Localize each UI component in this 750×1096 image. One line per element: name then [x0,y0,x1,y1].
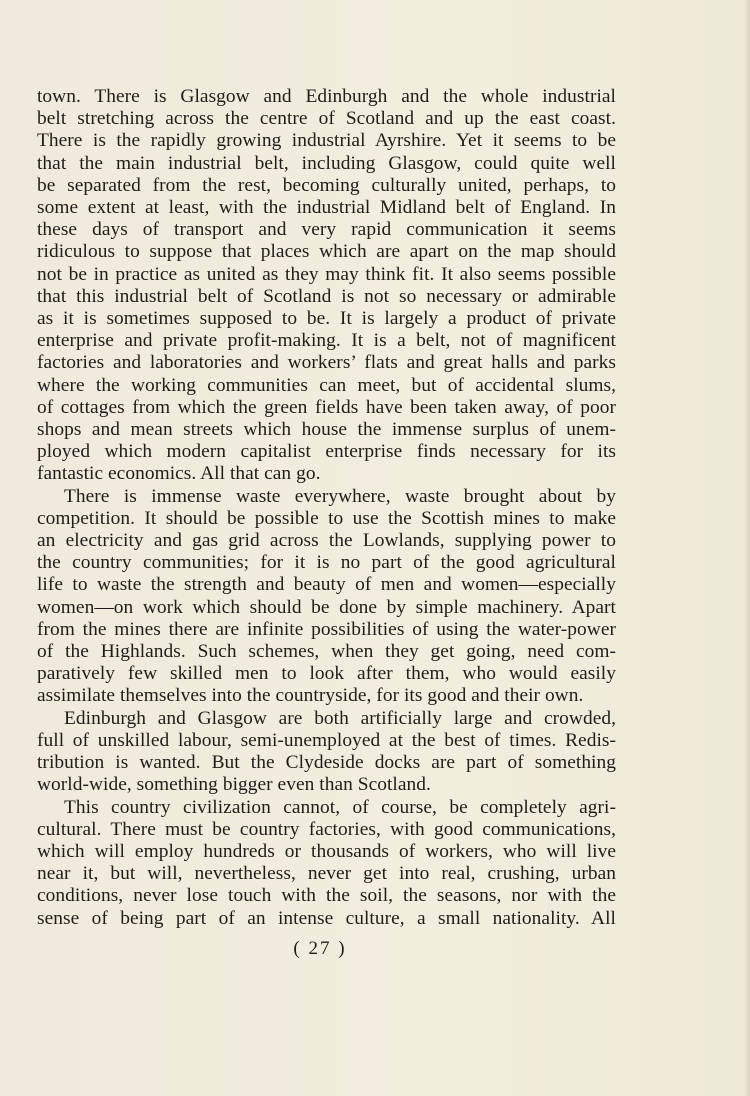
text-line: factories and laboratories and workers’ flats and great halls and parks [37,352,616,374]
text-line: ployed which modern capitalist enterprise finds necessary for its [37,441,616,463]
paragraph [37,486,616,708]
text-line: sense of being part of an intense culture, a small nationality. All [37,907,616,929]
text-line: This country civilization cannot, of course, be completely agri- [64,796,616,818]
text-line: ridiculous to suppose that places which are apart on the map should [37,241,616,263]
text-line: life to waste the strength and beauty of men and women—especially [37,574,616,596]
text-line: full of unskilled labour, semi-unemployed at the best of times. Redis- [37,729,616,751]
text-line: Edinburgh and Glasgow are both artificially large and crowded, [64,707,616,729]
page-number: ( 27 ) [293,938,347,959]
text-line: competition. It should be possible to use the Scottish mines to make [37,507,616,529]
text-line: cultural. There must be country factories, with good communications, [37,818,616,840]
paragraph [37,797,616,930]
text-line: enterprise and private profit-making. It is a belt, not of magnificent [37,330,616,352]
text-line: tribution is wanted. But the Clydeside docks are part of something [37,752,616,774]
text-line: paratively few skilled men to look after them, who would easily [37,663,616,685]
text-line: world-wide, something bigger even than Scotland. [37,774,431,796]
text-line: town. There is Glasgow and Edinburgh and the whole industrial [37,86,616,107]
text-line: shops and mean streets which house the immense surplus of unem- [37,419,616,441]
text-line: There is immense waste everywhere, waste brought about by [64,485,616,507]
text-line: not be in practice as united as they may think fit. It also seems possible [37,263,616,285]
text-line: that this industrial belt of Scotland is not so necessary or admirable [37,285,616,307]
text-line: near it, but will, nevertheless, never get into real, crushing, urban [37,863,616,885]
paragraph [37,86,616,486]
text-line: an electricity and gas grid across the Lowlands, supplying power to [37,530,616,552]
text-line: some extent at least, with the industrial Midland belt of England. In [37,197,616,219]
text-line: these days of transport and very rapid communication it seems [37,219,616,241]
text-line: fantastic economics. All that can go. [37,463,321,485]
text-line: belt stretching across the centre of Scotland and up the east coast. [37,108,616,130]
paragraph [37,708,616,797]
text-line: the country communities; for it is no part of the good agricultural [37,552,616,574]
text-line: be separated from the rest, becoming culturally united, perhaps, to [37,174,616,196]
text-line: of the Highlands. Such schemes, when they get going, need com- [37,641,616,663]
page-edge-shadow [744,0,750,1096]
text-line: conditions, never lose touch with the soil, the seasons, nor with the [37,885,616,907]
text-line: assimilate themselves into the countryside, for its good and their own. [37,685,584,707]
text-line: where the working communities can meet, but of accidental slums, [37,374,616,396]
text-line: from the mines there are infinite possibilities of using the water-power [37,618,616,640]
text-line: There is the rapidly growing industrial Ayrshire. Yet it seems to be [37,130,616,152]
text-line: as it is sometimes supposed to be. It is largely a product of private [37,308,616,330]
text-line: that the main industrial belt, including Glasgow, could quite well [37,152,616,174]
text-line: of cottages from which the green fields have been taken away, of poor [37,396,616,418]
text-line: which will employ hundreds or thousands of workers, who will live [37,840,616,862]
text-line: women—on work which should be done by simple machinery. Apart [37,596,616,618]
body-text [37,86,616,930]
